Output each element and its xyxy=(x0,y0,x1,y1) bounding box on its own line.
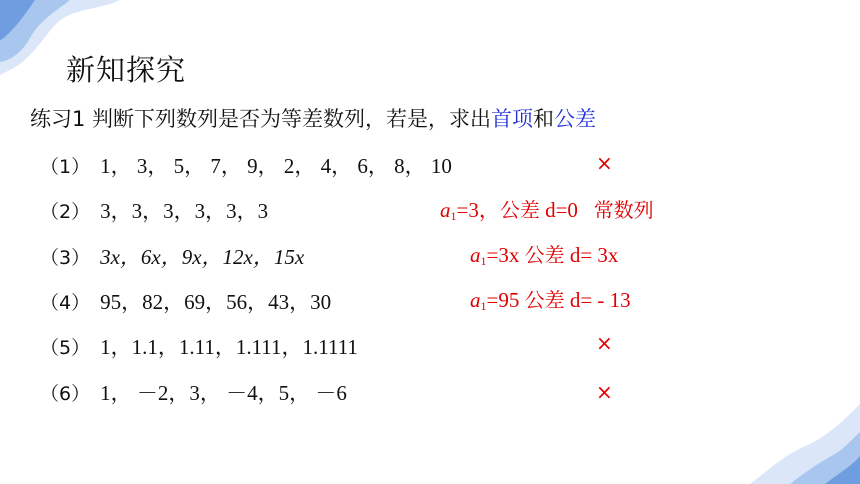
constant-sequence-note: 常数列 xyxy=(593,198,654,222)
answer-d: d= 3x xyxy=(564,243,619,267)
answer-sub: 1 xyxy=(450,209,457,223)
row-number: （1） xyxy=(40,156,91,178)
exercise-prompt xyxy=(30,103,596,133)
answer-eq: =95 xyxy=(486,288,525,312)
answer-cd: 公差 xyxy=(499,198,540,222)
answer-d: d= - 13 xyxy=(564,288,631,312)
answer-sub: 1 xyxy=(480,254,487,268)
sequence-row-1 xyxy=(40,150,452,180)
answer-cd: 公差 xyxy=(524,243,565,267)
answer-a: a xyxy=(470,288,481,312)
answer-a: a xyxy=(470,243,481,267)
answer-row-2 xyxy=(440,194,654,224)
sequence-row-6 xyxy=(40,377,347,407)
prompt-and: 和 xyxy=(533,107,555,131)
row-number: （2） xyxy=(40,201,91,223)
sequence-row-5 xyxy=(40,331,358,361)
common-difference-highlight: 公差 xyxy=(554,107,597,131)
sequence-text: 3，3，3，3，3，3 xyxy=(100,199,269,223)
sequence-row-3 xyxy=(40,241,304,271)
sequence-row-4 xyxy=(40,286,331,316)
sequence-text: 3x，6x，9x，12x，15x xyxy=(100,245,305,269)
row-number: （3） xyxy=(40,247,91,269)
answer-d: d=0 xyxy=(539,198,578,222)
answer-row-3 xyxy=(470,239,618,269)
wrong-mark-row-5: × xyxy=(596,331,613,355)
row-number: （5） xyxy=(40,337,91,359)
row-number: （6） xyxy=(40,383,91,405)
answer-a: a xyxy=(440,198,451,222)
answer-cd: 公差 xyxy=(524,288,565,312)
corner-wave-decoration xyxy=(740,384,860,484)
answer-sub: 1 xyxy=(480,299,487,313)
prompt-text: 练习1 判断下列数列是否为等差数列，若是，求出 xyxy=(30,107,492,131)
sequence-text: 1， 3， 5， 7， 9， 2， 4， 6， 8， 10 xyxy=(100,154,452,178)
first-term-highlight: 首项 xyxy=(491,107,534,131)
page-title: 新知探究 xyxy=(66,53,187,87)
wrong-mark-row-6: × xyxy=(596,380,613,404)
sequence-text: 1， －2，3， －4，5， －6 xyxy=(100,381,347,405)
sequence-row-2 xyxy=(40,195,268,225)
sequence-text: 1，1.1，1.11，1.111，1.1111 xyxy=(100,335,358,359)
sequence-text: 95，82，69，56，43，30 xyxy=(100,290,332,314)
row-number: （4） xyxy=(40,292,91,314)
wrong-mark-row-1: × xyxy=(596,151,613,175)
answer-eq: =3， xyxy=(456,198,500,222)
answer-eq: =3x xyxy=(486,243,525,267)
answer-row-4 xyxy=(470,284,631,314)
